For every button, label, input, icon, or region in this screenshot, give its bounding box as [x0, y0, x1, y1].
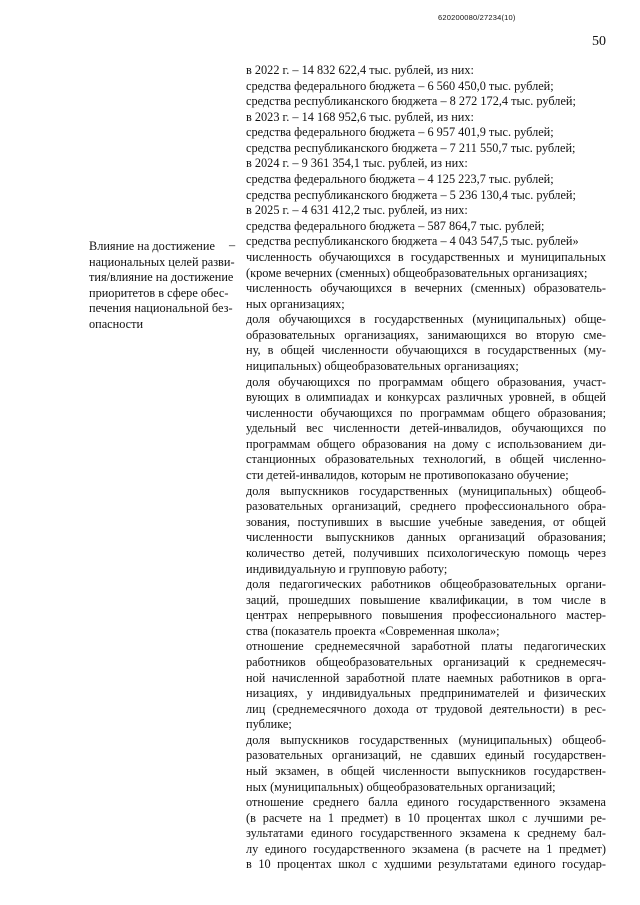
row-label-line: Влияние на достижение: [89, 239, 215, 253]
text-line: доля педагогических работников общеобразовательных органи-: [246, 577, 606, 592]
text-line: средства федерального бюджета – 4 125 223,7 тыс. рублей;: [246, 172, 554, 187]
text-line: центрах непрерывного повышения профессионального мастер-: [246, 608, 606, 623]
text-line: средства федерального бюджета – 6 957 401,9 тыс. рублей;: [246, 125, 554, 140]
text-line: отношение среднемесячной заработной платы педагогических: [246, 639, 606, 654]
text-line: ных (муниципальных) общеобразовательных организаций;: [246, 779, 556, 794]
row-label-line: опасности: [89, 316, 144, 331]
page-number: 50: [592, 34, 606, 49]
text-line: ну, в общей численности обучающихся в государственных (му-: [246, 343, 606, 358]
text-line: образовательных организациях, занимающихся во вторую сме-: [246, 327, 606, 342]
text-line: лу единого государственного экзамена (в расчете на 1 предмет): [246, 841, 606, 856]
body-text: [246, 63, 606, 873]
row-label: [89, 239, 235, 332]
document-code: 620200080/27234(10): [438, 13, 516, 22]
text-line: средства республиканского бюджета – 8 272 172,4 тыс. рублей;: [246, 94, 576, 109]
text-line: разовательных организаций, не сдавших единый государствен-: [246, 748, 606, 763]
text-line: в 2024 г. – 9 361 354,1 тыс. рублей, из них:: [246, 156, 468, 171]
text-line: (в расчете на 1 предмет) в 10 процентах школ с лучшими ре-: [246, 810, 606, 825]
text-line: вующих в олимпиадах и конкурсах различных уровней, в общей: [246, 390, 606, 405]
text-line: средства республиканского бюджета – 4 043 547,5 тыс. рублей»: [246, 234, 579, 249]
text-line: ниципальных) общеобразовательных организациях;: [246, 358, 519, 373]
text-line: низациях, у индивидуальных предпринимателей и физических: [246, 686, 606, 701]
text-line: численность обучающихся в вечерних (сменных) образователь-: [246, 281, 606, 296]
text-line: ных организациях;: [246, 296, 345, 311]
text-line: ной начисленной заработной плате наемных работников в орга-: [246, 670, 606, 685]
text-line: станционных образовательных технологий, в общей численно-: [246, 452, 606, 467]
text-line: доля обучающихся в государственных (муниципальных) обще-: [246, 312, 606, 327]
text-line: средства республиканского бюджета – 7 211 550,7 тыс. рублей;: [246, 140, 576, 155]
text-line: доля обучающихся по программам общего образования, участ-: [246, 374, 606, 389]
text-line: индивидуальную и групповую работу;: [246, 561, 448, 576]
row-label-line: тия/влияние на достижение: [89, 270, 234, 284]
text-line: зования, поступивших в высшие учебные заведения, от общей: [246, 514, 606, 529]
text-line: лиц (среднемесячного дохода от трудовой деятельности) в рес-: [246, 701, 606, 716]
text-line: отношение среднего балла единого государственного экзамена: [246, 795, 606, 810]
text-line: средства республиканского бюджета – 5 236 130,4 тыс. рублей;: [246, 187, 576, 202]
text-line: работников общеобразовательных организаций к среднемесяч-: [246, 654, 606, 669]
row-label-line: печения национальной без-: [89, 301, 233, 315]
row-label-line: национальных целей разви-: [89, 254, 235, 269]
text-line: средства федерального бюджета – 587 864,7 тыс. рублей;: [246, 218, 545, 233]
text-line: в 2022 г. – 14 832 622,4 тыс. рублей, из них:: [246, 63, 474, 77]
row-label-line: приоритетов в сфере обес-: [89, 285, 229, 300]
text-line: численности выпускников данных организаций образования;: [246, 530, 606, 545]
text-line: ства (показатель проекта «Современная школа»;: [246, 623, 500, 638]
text-line: в 2023 г. – 14 168 952,6 тыс. рублей, из них:: [246, 109, 474, 124]
row-dash: –: [229, 238, 236, 252]
text-line: удельный вес численности детей-инвалидов, обучающихся по: [246, 421, 606, 436]
text-line: количество детей, получивших психологическую помощь через: [246, 545, 606, 560]
text-line: (кроме вечерних (сменных) общеобразовательных организациях;: [246, 265, 588, 280]
text-line: доля выпускников государственных (муниципальных) общеоб-: [246, 483, 606, 498]
text-line: программам общего образования на дому с использованием ди-: [246, 436, 606, 451]
text-line: зультатами единого государственного экзамена к среднему бал-: [246, 826, 606, 841]
text-line: заций, прошедших повышение квалификации, в том числе в: [246, 592, 606, 607]
text-line: ный экзамен, в общей численности выпускников государствен-: [246, 764, 606, 779]
text-line: в 2025 г. – 4 631 412,2 тыс. рублей, из них:: [246, 203, 468, 218]
text-line: численности обучающихся по программам общего образования;: [246, 405, 606, 420]
text-line: сти детей-инвалидов, которым не противопоказано обучение;: [246, 468, 569, 483]
text-line: публике;: [246, 717, 292, 732]
text-line: численность обучающихся в государственных и муниципальных: [246, 249, 606, 264]
text-line: разовательных организаций, среднего профессионального обра-: [246, 499, 606, 514]
text-line: средства федерального бюджета – 6 560 450,0 тыс. рублей;: [246, 78, 554, 93]
text-line: в 10 процентах школ с худшими результатами единого государ-: [246, 857, 606, 872]
text-line: доля выпускников государственных (муниципальных) общеоб-: [246, 732, 606, 747]
